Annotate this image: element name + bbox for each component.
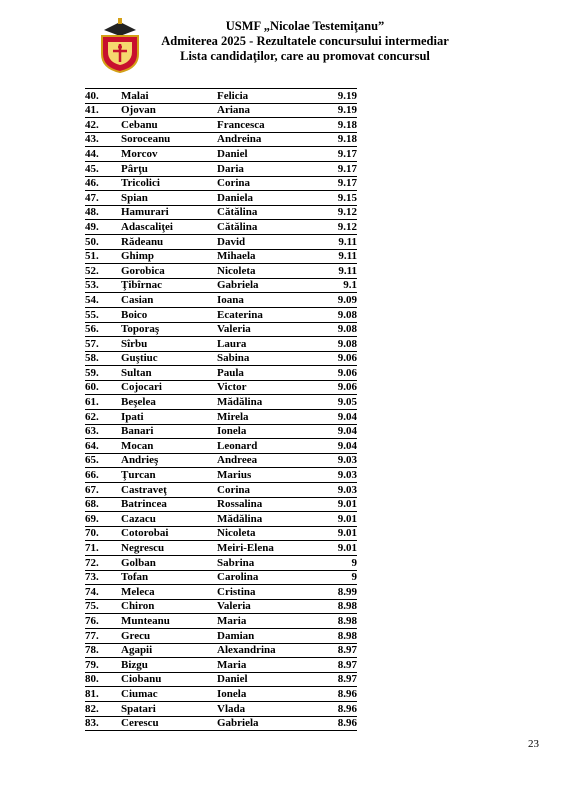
last-name-cell: Agapii <box>121 643 217 658</box>
table-row <box>85 161 357 176</box>
row-number-cell: 69. <box>85 512 121 527</box>
row-number-cell: 63. <box>85 424 121 439</box>
first-name-cell: Felicia <box>217 89 327 104</box>
row-number-cell: 83. <box>85 716 121 731</box>
first-name-cell: Ecaterina <box>217 307 327 322</box>
row-number-cell: 50. <box>85 234 121 249</box>
table-row <box>85 205 357 220</box>
first-name-cell: Victor <box>217 380 327 395</box>
row-number-cell: 79. <box>85 658 121 673</box>
last-name-cell: Grecu <box>121 628 217 643</box>
last-name-cell: Ghimp <box>121 249 217 264</box>
first-name-cell: Carolina <box>217 570 327 585</box>
table-row <box>85 278 357 293</box>
table-row <box>85 322 357 337</box>
first-name-cell: Valeria <box>217 599 327 614</box>
row-number-cell: 61. <box>85 395 121 410</box>
score-cell: 9.03 <box>327 483 357 498</box>
first-name-cell: Ionela <box>217 424 327 439</box>
row-number-cell: 52. <box>85 264 121 279</box>
last-name-cell: Mocan <box>121 439 217 454</box>
table-row <box>85 351 357 366</box>
table-row <box>85 395 357 410</box>
row-number-cell: 54. <box>85 293 121 308</box>
score-cell: 8.96 <box>327 701 357 716</box>
table-row <box>85 264 357 279</box>
last-name-cell: Ţibîrnac <box>121 278 217 293</box>
table-row <box>85 497 357 512</box>
row-number-cell: 51. <box>85 249 121 264</box>
last-name-cell: Chiron <box>121 599 217 614</box>
score-cell: 9.11 <box>327 234 357 249</box>
score-cell: 9 <box>327 556 357 571</box>
row-number-cell: 60. <box>85 380 121 395</box>
first-name-cell: Maria <box>217 658 327 673</box>
table-row <box>85 118 357 133</box>
first-name-cell: Gabriela <box>217 716 327 731</box>
score-cell: 9.17 <box>327 161 357 176</box>
table-row <box>85 643 357 658</box>
score-cell: 8.97 <box>327 658 357 673</box>
first-name-cell: Paula <box>217 366 327 381</box>
row-number-cell: 56. <box>85 322 121 337</box>
last-name-cell: Cotorobai <box>121 526 217 541</box>
score-cell: 9.08 <box>327 337 357 352</box>
table-row <box>85 439 357 454</box>
first-name-cell: Andreina <box>217 132 327 147</box>
first-name-cell: Alexandrina <box>217 643 327 658</box>
score-cell: 9.06 <box>327 351 357 366</box>
list-subtitle: Lista candidaţilor, care au promovat concursul <box>180 49 430 63</box>
row-number-cell: 68. <box>85 497 121 512</box>
table-row <box>85 176 357 191</box>
table-row <box>85 628 357 643</box>
table-row <box>85 526 357 541</box>
first-name-cell: Mirela <box>217 410 327 425</box>
first-name-cell: Daniel <box>217 147 327 162</box>
score-cell: 9.01 <box>327 497 357 512</box>
score-cell: 9.09 <box>327 293 357 308</box>
table-row <box>85 89 357 104</box>
last-name-cell: Golban <box>121 556 217 571</box>
last-name-cell: Cojocari <box>121 380 217 395</box>
last-name-cell: Gorobica <box>121 264 217 279</box>
table-row <box>85 424 357 439</box>
table-row <box>85 234 357 249</box>
table-row <box>85 249 357 264</box>
table-row <box>85 701 357 716</box>
first-name-cell: Valeria <box>217 322 327 337</box>
row-number-cell: 76. <box>85 614 121 629</box>
row-number-cell: 65. <box>85 453 121 468</box>
first-name-cell: Gabriela <box>217 278 327 293</box>
row-number-cell: 58. <box>85 351 121 366</box>
last-name-cell: Spian <box>121 191 217 206</box>
last-name-cell: Pârţu <box>121 161 217 176</box>
last-name-cell: Ţurcan <box>121 468 217 483</box>
first-name-cell: Daniel <box>217 672 327 687</box>
score-cell: 9.01 <box>327 512 357 527</box>
last-name-cell: Castraveţ <box>121 483 217 498</box>
score-cell: 8.98 <box>327 599 357 614</box>
first-name-cell: Marius <box>217 468 327 483</box>
row-number-cell: 41. <box>85 103 121 118</box>
row-number-cell: 64. <box>85 439 121 454</box>
first-name-cell: Damian <box>217 628 327 643</box>
last-name-cell: Rădeanu <box>121 234 217 249</box>
first-name-cell: Mădălina <box>217 395 327 410</box>
row-number-cell: 62. <box>85 410 121 425</box>
score-cell: 9.08 <box>327 307 357 322</box>
document-header <box>140 19 470 64</box>
table-row <box>85 585 357 600</box>
first-name-cell: Nicoleta <box>217 526 327 541</box>
table-row <box>85 366 357 381</box>
row-number-cell: 47. <box>85 191 121 206</box>
last-name-cell: Bizgu <box>121 658 217 673</box>
last-name-cell: Tricolici <box>121 176 217 191</box>
score-cell: 9.18 <box>327 132 357 147</box>
table-row <box>85 220 357 235</box>
row-number-cell: 81. <box>85 687 121 702</box>
score-cell: 9.01 <box>327 526 357 541</box>
score-cell: 8.99 <box>327 585 357 600</box>
first-name-cell: Corina <box>217 483 327 498</box>
first-name-cell: Sabrina <box>217 556 327 571</box>
table-row <box>85 512 357 527</box>
table-row <box>85 132 357 147</box>
table-row <box>85 453 357 468</box>
row-number-cell: 59. <box>85 366 121 381</box>
table-row <box>85 103 357 118</box>
last-name-cell: Ojovan <box>121 103 217 118</box>
first-name-cell: Meiri-Elena <box>217 541 327 556</box>
first-name-cell: Mădălina <box>217 512 327 527</box>
row-number-cell: 72. <box>85 556 121 571</box>
first-name-cell: Daria <box>217 161 327 176</box>
row-number-cell: 70. <box>85 526 121 541</box>
last-name-cell: Cazacu <box>121 512 217 527</box>
first-name-cell: Leonard <box>217 439 327 454</box>
first-name-cell: Ioana <box>217 293 327 308</box>
table-row <box>85 541 357 556</box>
first-name-cell: Ionela <box>217 687 327 702</box>
table-row <box>85 307 357 322</box>
last-name-cell: Morcov <box>121 147 217 162</box>
table-row <box>85 658 357 673</box>
score-cell: 9.06 <box>327 380 357 395</box>
score-cell: 9.17 <box>327 176 357 191</box>
first-name-cell: Mihaela <box>217 249 327 264</box>
last-name-cell: Toporaş <box>121 322 217 337</box>
row-number-cell: 73. <box>85 570 121 585</box>
score-cell: 9.12 <box>327 205 357 220</box>
score-cell: 9.11 <box>327 249 357 264</box>
score-cell: 8.96 <box>327 687 357 702</box>
score-cell: 9.17 <box>327 147 357 162</box>
last-name-cell: Tofan <box>121 570 217 585</box>
first-name-cell: Cristina <box>217 585 327 600</box>
first-name-cell: Francesca <box>217 118 327 133</box>
score-cell: 9.01 <box>327 541 357 556</box>
last-name-cell: Cebanu <box>121 118 217 133</box>
last-name-cell: Munteanu <box>121 614 217 629</box>
row-number-cell: 80. <box>85 672 121 687</box>
first-name-cell: Vlada <box>217 701 327 716</box>
score-cell: 9 <box>327 570 357 585</box>
candidates-table-body <box>85 89 357 731</box>
last-name-cell: Guştiuc <box>121 351 217 366</box>
score-cell: 8.98 <box>327 628 357 643</box>
table-row <box>85 570 357 585</box>
score-cell: 8.98 <box>327 614 357 629</box>
table-row <box>85 147 357 162</box>
score-cell: 9.11 <box>327 264 357 279</box>
last-name-cell: Soroceanu <box>121 132 217 147</box>
score-cell: 8.97 <box>327 672 357 687</box>
table-row <box>85 687 357 702</box>
row-number-cell: 42. <box>85 118 121 133</box>
table-row <box>85 191 357 206</box>
last-name-cell: Ciumac <box>121 687 217 702</box>
score-cell: 9.05 <box>327 395 357 410</box>
first-name-cell: Nicoleta <box>217 264 327 279</box>
score-cell: 9.19 <box>327 103 357 118</box>
score-cell: 9.1 <box>327 278 357 293</box>
first-name-cell: Corina <box>217 176 327 191</box>
first-name-cell: Cătălina <box>217 220 327 235</box>
last-name-cell: Ipati <box>121 410 217 425</box>
row-number-cell: 43. <box>85 132 121 147</box>
row-number-cell: 74. <box>85 585 121 600</box>
last-name-cell: Negrescu <box>121 541 217 556</box>
table-row <box>85 337 357 352</box>
last-name-cell: Spatari <box>121 701 217 716</box>
last-name-cell: Sultan <box>121 366 217 381</box>
row-number-cell: 67. <box>85 483 121 498</box>
last-name-cell: Ciobanu <box>121 672 217 687</box>
admission-title: Admiterea 2025 - Rezultatele concursului intermediar <box>161 34 449 48</box>
score-cell: 9.18 <box>327 118 357 133</box>
row-number-cell: 78. <box>85 643 121 658</box>
first-name-cell: Andreea <box>217 453 327 468</box>
table-row <box>85 599 357 614</box>
last-name-cell: Banari <box>121 424 217 439</box>
table-row <box>85 483 357 498</box>
table-row <box>85 716 357 731</box>
row-number-cell: 53. <box>85 278 121 293</box>
university-name: USMF „Nicolae Testemiţanu” <box>225 19 385 33</box>
first-name-cell: Sabina <box>217 351 327 366</box>
table-row <box>85 410 357 425</box>
table-row <box>85 293 357 308</box>
first-name-cell: Laura <box>217 337 327 352</box>
score-cell: 9.08 <box>327 322 357 337</box>
first-name-cell: Maria <box>217 614 327 629</box>
score-cell: 9.04 <box>327 439 357 454</box>
row-number-cell: 49. <box>85 220 121 235</box>
row-number-cell: 55. <box>85 307 121 322</box>
last-name-cell: Boico <box>121 307 217 322</box>
table-row <box>85 672 357 687</box>
last-name-cell: Cerescu <box>121 716 217 731</box>
table-row <box>85 380 357 395</box>
last-name-cell: Meleca <box>121 585 217 600</box>
score-cell: 9.04 <box>327 424 357 439</box>
score-cell: 9.19 <box>327 89 357 104</box>
first-name-cell: Cătălina <box>217 205 327 220</box>
last-name-cell: Batrincea <box>121 497 217 512</box>
score-cell: 9.06 <box>327 366 357 381</box>
score-cell: 9.03 <box>327 468 357 483</box>
table-row <box>85 468 357 483</box>
score-cell: 9.03 <box>327 453 357 468</box>
score-cell: 9.15 <box>327 191 357 206</box>
score-cell: 9.04 <box>327 410 357 425</box>
last-name-cell: Hamurari <box>121 205 217 220</box>
last-name-cell: Andrieş <box>121 453 217 468</box>
last-name-cell: Beşelea <box>121 395 217 410</box>
row-number-cell: 71. <box>85 541 121 556</box>
score-cell: 9.12 <box>327 220 357 235</box>
first-name-cell: Rossalina <box>217 497 327 512</box>
row-number-cell: 46. <box>85 176 121 191</box>
page-number: 23 <box>528 738 539 750</box>
row-number-cell: 66. <box>85 468 121 483</box>
row-number-cell: 77. <box>85 628 121 643</box>
row-number-cell: 45. <box>85 161 121 176</box>
row-number-cell: 40. <box>85 89 121 104</box>
table-row <box>85 614 357 629</box>
first-name-cell: Ariana <box>217 103 327 118</box>
last-name-cell: Adascaliţei <box>121 220 217 235</box>
row-number-cell: 48. <box>85 205 121 220</box>
table-row <box>85 556 357 571</box>
row-number-cell: 44. <box>85 147 121 162</box>
candidates-table <box>85 88 357 731</box>
last-name-cell: Malai <box>121 89 217 104</box>
university-crest-logo <box>98 16 142 74</box>
last-name-cell: Casian <box>121 293 217 308</box>
score-cell: 8.97 <box>327 643 357 658</box>
score-cell: 8.96 <box>327 716 357 731</box>
last-name-cell: Sîrbu <box>121 337 217 352</box>
row-number-cell: 57. <box>85 337 121 352</box>
first-name-cell: Daniela <box>217 191 327 206</box>
first-name-cell: David <box>217 234 327 249</box>
row-number-cell: 75. <box>85 599 121 614</box>
row-number-cell: 82. <box>85 701 121 716</box>
